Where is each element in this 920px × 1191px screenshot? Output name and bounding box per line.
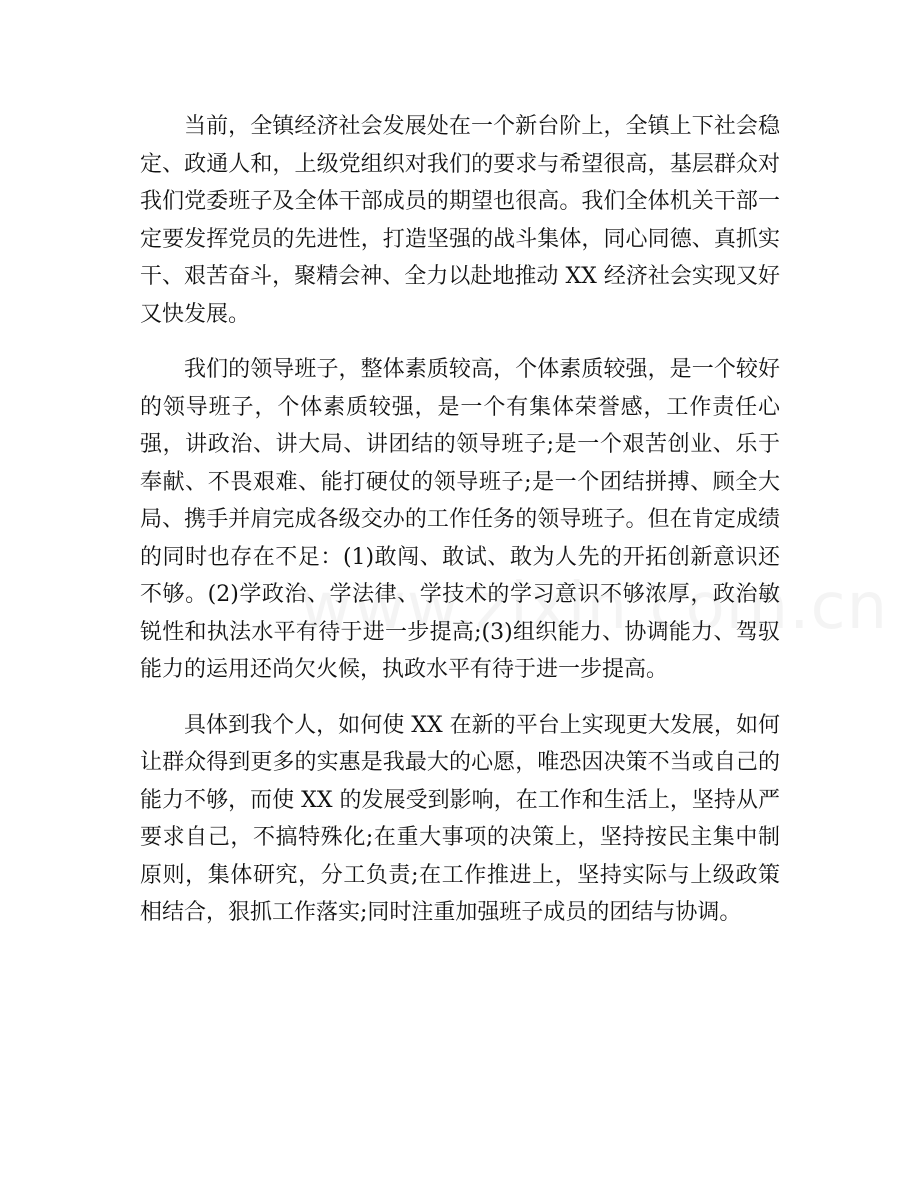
document-body <box>140 108 780 932</box>
paragraph-3: 具体到我个人，如何使 XX 在新的平台上实现更大发展，如何让群众得到更多的实惠是我最大的心愿，唯恐因决策不当或自己的能力不够，而使 XX 的发展受到影响，在工作和生活上，坚持从严要求自己，不搞特殊化;在重大事项的决策上，坚持按民主集中制原则，集体研究，分工负责;在工作推进上，坚持实际与上级政策相结合，狠抓工作落实;同时注重加强班子成员的团结与协调。 <box>140 712 780 925</box>
paragraph-2: 我们的领导班子，整体素质较高，个体素质较强，是一个较好的领导班子，个体素质较强，是一个有集体荣誉感，工作责任心强，讲政治、讲大局、讲团结的领导班子;是一个艰苦创业、乐于奉献、不畏艰难、能打硬仗的领导班子;是一个团结拼搏、顾全大局、携手并肩完成各级交办的工作任务的领导班子。但在肯定成绩的同时也存在不足：(1)敢闯、敢试、敢为人先的开拓创新意识还不够。(2)学政治、学法律、学技术的学习意识不够浓厚，政治敏锐性和执法水平有待于进一步提高;(3)组织能力、协调能力、驾驭能力的运用还尚欠火候，执政水平有待于进一步提高。 <box>140 357 780 682</box>
paragraph-1: 当前，全镇经济社会发展处在一个新台阶上，全镇上下社会稳定、政通人和，上级党组织对我们的要求与希望很高，基层群众对我们党委班子及全体干部成员的期望也很高。我们全体机关干部一定要发挥党员的先进性，打造坚强的战斗集体，同心同德、真抓实干、艰苦奋斗，聚精会神、全力以赴地推动 XX 经济社会实现又好又快发展。 <box>140 114 780 327</box>
